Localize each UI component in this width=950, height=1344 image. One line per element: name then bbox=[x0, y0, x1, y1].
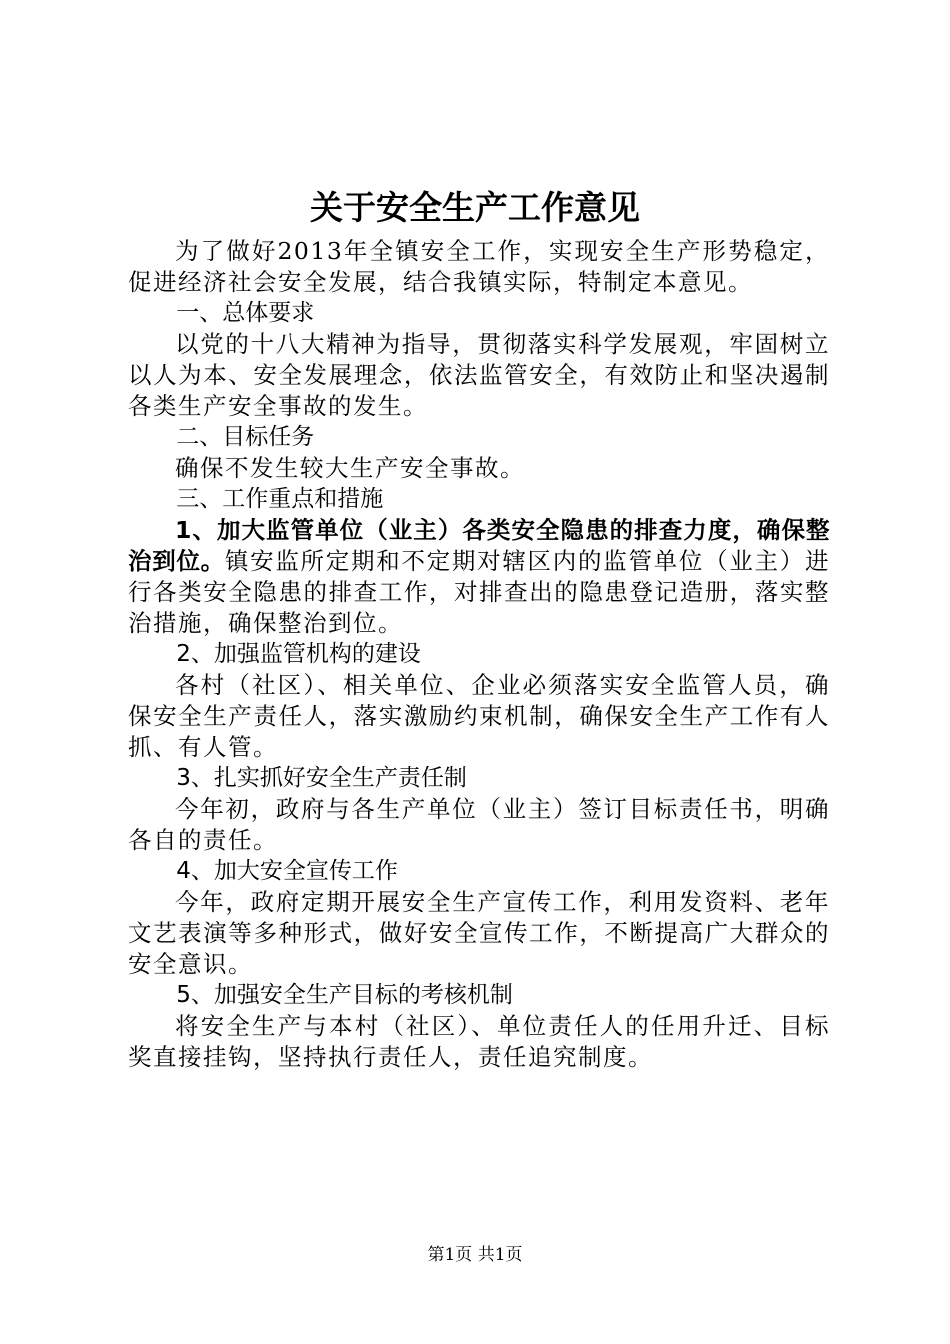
measure-3-heading: 3、扎实抓好安全生产责任制 bbox=[176, 765, 467, 791]
section-overall-heading: 一、总体要求 bbox=[176, 300, 315, 326]
measure-1-heading: 1、加大监管单位（业主）各类安全隐患的排查力度，确保整治到位。 bbox=[128, 516, 830, 575]
measure-1-text: 镇安监所定期和不定期对辖区内的监管单位（业主）进行各类安全隐患的排查工作，对排查出的隐患登记造册，落实整治措施，确保整治到位。 bbox=[128, 547, 831, 637]
page-title: 关于安全生产工作意见 bbox=[310, 188, 640, 227]
section-overall-text: 以党的十八大精神为指导，贯彻落实科学发展观，牢固树立以人为本、安全发展理念，依法监管安全，有效防止和坚决遏制各类生产安全事故的发生。 bbox=[128, 330, 830, 420]
measure-5-heading: 5、加强安全生产目标的考核机制 bbox=[176, 982, 513, 1008]
section-measures-heading: 三、工作重点和措施 bbox=[176, 486, 384, 512]
document-body bbox=[128, 236, 830, 1073]
measure-5-text: 将安全生产与本村（社区）、单位责任人的任用升迁、目标奖直接挂钩，坚持执行责任人，责任追究制度。 bbox=[128, 1012, 830, 1071]
section-target-heading: 二、目标任务 bbox=[176, 424, 315, 450]
measure-4-text: 今年，政府定期开展安全生产宣传工作，利用发资料、老年文艺表演等多种形式，做好安全宣传工作，不断提高广大群众的安全意识。 bbox=[128, 888, 830, 978]
measure-2-text: 各村（社区）、相关单位、企业必须落实安全监管人员，确保安全生产责任人，落实激励约束机制，确保安全生产工作有人抓、有人管。 bbox=[128, 671, 830, 761]
measure-2-heading: 2、加强监管机构的建设 bbox=[176, 641, 421, 667]
measure-1-paragraph bbox=[128, 515, 830, 639]
measure-3-text: 今年初，政府与各生产单位（业主）签订目标责任书，明确各自的责任。 bbox=[128, 795, 830, 854]
measure-4-heading: 4、加大安全宣传工作 bbox=[176, 858, 398, 884]
intro-paragraph: 为了做好2013年全镇安全工作，实现安全生产形势稳定，促进经济社会安全发展，结合我镇实际，特制定本意见。 bbox=[128, 237, 830, 296]
page-footer: 第1页 共1页 bbox=[427, 1245, 523, 1265]
section-target-text: 确保不发生较大生产安全事故。 bbox=[175, 454, 525, 482]
